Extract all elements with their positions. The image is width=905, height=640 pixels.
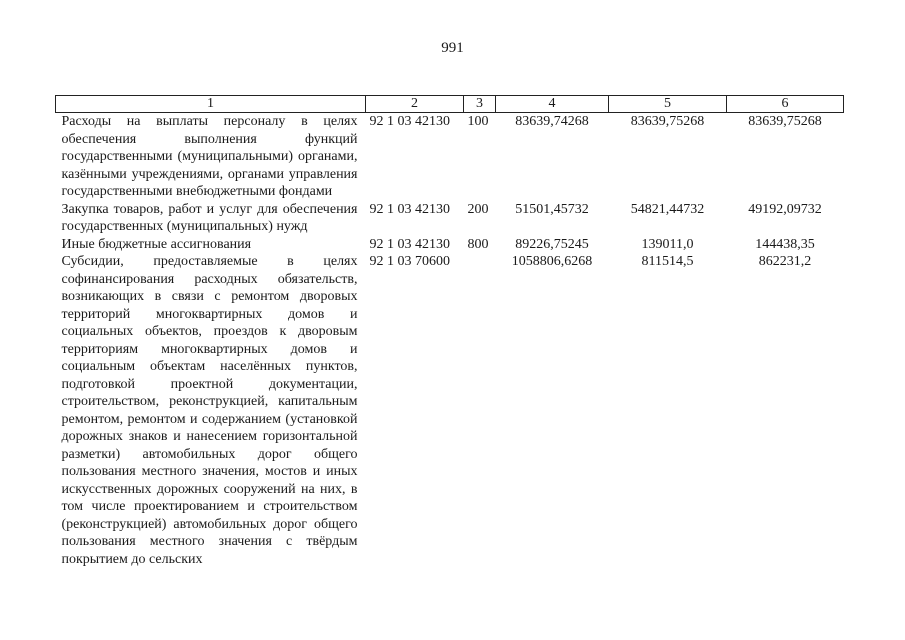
table-row (56, 113, 844, 201)
row-value-col6: 862231,2 (758, 254, 812, 269)
table-row (56, 236, 844, 254)
table-row (56, 201, 844, 236)
row-target-code: 92 1 03 42130 (369, 114, 450, 129)
row-description: Расходы на выплаты персоналу в целях обеспечения выполнения функций государственными (муниципальными) органами, казёнными учреждениями, органами управления государственными внебюджетными фондами (61, 114, 358, 199)
header-col-2: 2 (366, 96, 464, 113)
header-col-6: 6 (727, 96, 844, 113)
row-value-col6: 83639,75268 (748, 114, 822, 129)
header-col-4: 4 (496, 96, 609, 113)
header-row (56, 96, 844, 113)
row-value-col4: 1058806,6268 (511, 254, 593, 269)
row-target-code: 92 1 03 42130 (369, 236, 450, 252)
row-description: Субсидии, предоставляемые в целях софинансирования расходных обязательств, возникающих в связи с ремонтом дворовых территорий многоквартирных домов и социальных объектов, проездов к дворовым территориям многоквартирных домов и социальным объектам населённых пунктов, подготовкой проектной документации, строительством, реконструкцией, капитальным ремонтом, ремонтом и содержанием (установкой дорожных знаков и нанесением горизонтальной разметки) автомобильных дорог общего пользования местного значения, мостов и иных искусственных дорожных сооружений на них, в том числе проектированием и строительством (реконструкцией) автомобильных дорог общего пользования местного значения с твёрдым покрытием до сельских (61, 254, 358, 567)
table-row (56, 253, 844, 568)
header-col-3: 3 (464, 96, 496, 113)
row-expense-type (464, 253, 496, 568)
row-value-col4: 83639,74268 (515, 114, 589, 129)
row-value-col5: 811514,5 (641, 254, 694, 269)
row-value-col6: 49192,09732 (748, 201, 822, 217)
row-value-col4: 89226,75245 (515, 236, 589, 252)
budget-table (55, 95, 844, 568)
row-target-code: 92 1 03 70600 (369, 254, 450, 269)
page-number: 991 (441, 40, 464, 56)
row-expense-type: 800 (467, 236, 489, 252)
row-value-col4: 51501,45732 (515, 201, 589, 217)
row-value-col5: 83639,75268 (630, 114, 705, 129)
row-description: Закупка товаров, работ и услуг для обеспечения государственных (муниципальных) нужд (61, 201, 358, 234)
row-target-code: 92 1 03 42130 (369, 201, 450, 217)
row-value-col5: 54821,44732 (630, 201, 705, 217)
row-expense-type: 200 (467, 201, 489, 217)
row-expense-type: 100 (467, 114, 489, 129)
row-value-col6: 144438,35 (755, 236, 815, 252)
header-col-5: 5 (609, 96, 727, 113)
row-value-col5: 139011,0 (641, 236, 694, 252)
header-col-1: 1 (56, 96, 366, 113)
row-description: Иные бюджетные ассигнования (61, 236, 252, 252)
